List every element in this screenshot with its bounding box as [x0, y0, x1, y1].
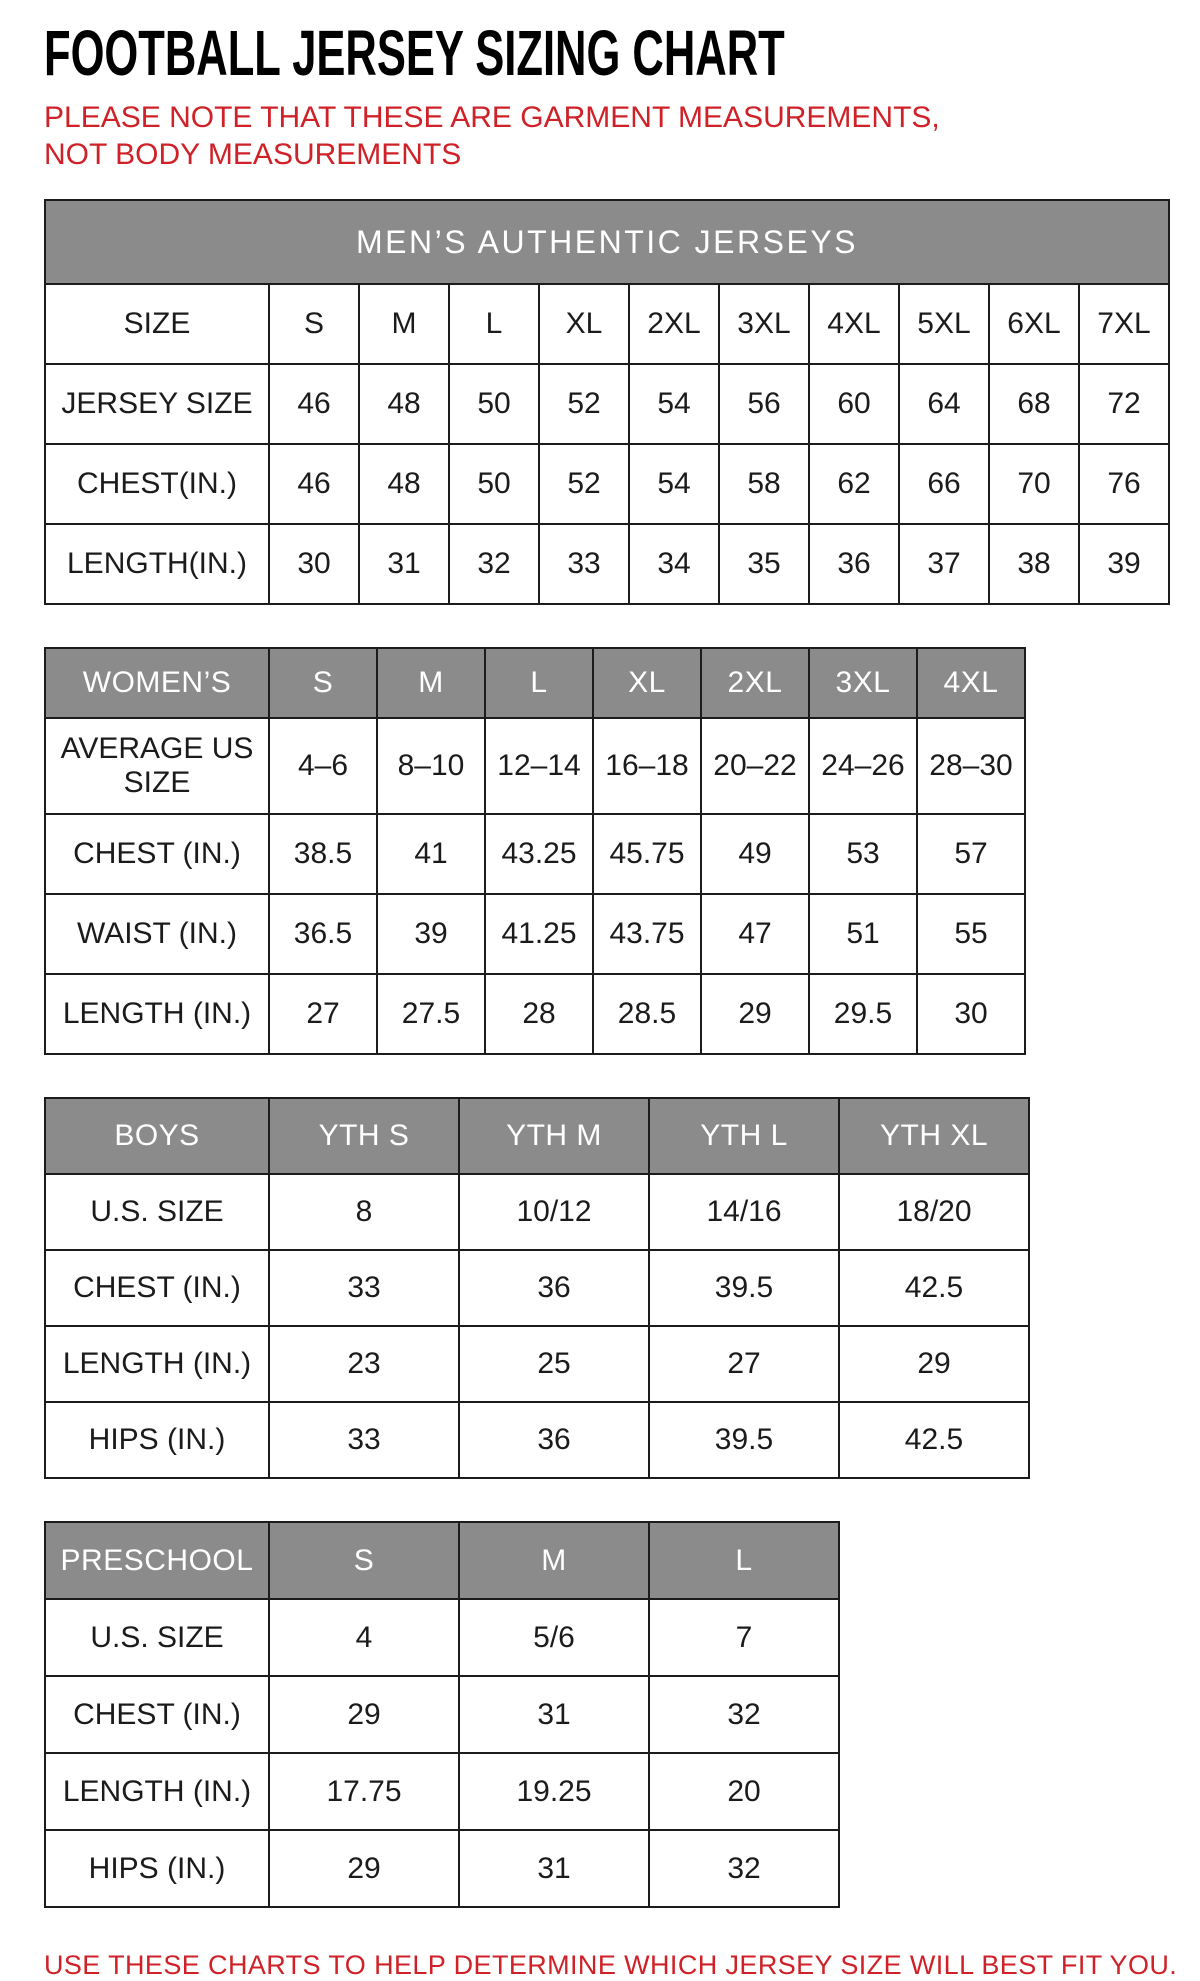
table-cell: 3XL [719, 284, 809, 364]
table-cell: 19.25 [459, 1753, 649, 1830]
boys-header-label: BOYS [45, 1098, 269, 1174]
table-cell: 8 [269, 1174, 459, 1250]
table-row [45, 1402, 1029, 1478]
table-cell: M [359, 284, 449, 364]
table-cell: 41.25 [485, 894, 593, 974]
table-cell: 27 [649, 1326, 839, 1402]
table-cell: 76 [1079, 444, 1169, 524]
table-cell: 39 [1079, 524, 1169, 604]
row-label: LENGTH(IN.) [45, 524, 269, 604]
table-cell: 47 [701, 894, 809, 974]
table-cell: 54 [629, 444, 719, 524]
table-row [45, 894, 1025, 974]
table-cell: 38.5 [269, 814, 377, 894]
table-cell: 4–6 [269, 718, 377, 814]
table-row [45, 1174, 1029, 1250]
boys-jerseys-table [44, 1097, 1030, 1479]
table-cell: 23 [269, 1326, 459, 1402]
table-cell: 66 [899, 444, 989, 524]
preschool-jerseys-table [44, 1521, 840, 1908]
table-cell: 39.5 [649, 1250, 839, 1326]
table-cell: 28–30 [917, 718, 1025, 814]
table-cell: 18/20 [839, 1174, 1029, 1250]
table-cell: 33 [269, 1402, 459, 1478]
table-cell: 5/6 [459, 1599, 649, 1676]
preschool-header-label: PRESCHOOL [45, 1522, 269, 1599]
table-cell: 46 [269, 364, 359, 444]
table-cell: 6XL [989, 284, 1079, 364]
table-cell: 58 [719, 444, 809, 524]
table-cell: 51 [809, 894, 917, 974]
table-cell: 33 [539, 524, 629, 604]
table-cell: 70 [989, 444, 1079, 524]
table-row [45, 364, 1169, 444]
table-cell: 39.5 [649, 1402, 839, 1478]
table-cell: 14/16 [649, 1174, 839, 1250]
table-cell: 36.5 [269, 894, 377, 974]
table-cell: 31 [459, 1676, 649, 1753]
womens-header-row [45, 648, 1025, 718]
table-cell: 25 [459, 1326, 649, 1402]
table-cell: 62 [809, 444, 899, 524]
table-cell: 52 [539, 444, 629, 524]
row-label: CHEST (IN.) [45, 814, 269, 894]
table-cell: XL [539, 284, 629, 364]
table-cell: 29 [269, 1676, 459, 1753]
table-cell: 34 [629, 524, 719, 604]
table-cell: 24–26 [809, 718, 917, 814]
preschool-header-row [45, 1522, 839, 1599]
table-cell: 38 [989, 524, 1079, 604]
row-label: HIPS (IN.) [45, 1402, 269, 1478]
table-cell: S [269, 284, 359, 364]
table-cell: 32 [649, 1830, 839, 1907]
table-cell: 52 [539, 364, 629, 444]
table-cell: 8–10 [377, 718, 485, 814]
table-row [45, 718, 1025, 814]
table-cell: 31 [359, 524, 449, 604]
table-cell: 37 [899, 524, 989, 604]
size-header: 2XL [701, 648, 809, 718]
size-header: YTH L [649, 1098, 839, 1174]
size-header: S [269, 648, 377, 718]
boys-header-row [45, 1098, 1029, 1174]
table-cell: 48 [359, 364, 449, 444]
table-cell: 50 [449, 444, 539, 524]
table-cell: 56 [719, 364, 809, 444]
table-cell: 7XL [1079, 284, 1169, 364]
table-cell: 68 [989, 364, 1079, 444]
row-label: AVERAGE US SIZE [45, 718, 269, 814]
size-header: L [649, 1522, 839, 1599]
table-cell: 43.25 [485, 814, 593, 894]
size-header: L [485, 648, 593, 718]
table-cell: 36 [809, 524, 899, 604]
table-cell: 45.75 [593, 814, 701, 894]
row-label: CHEST(IN.) [45, 444, 269, 524]
table-cell: 33 [269, 1250, 459, 1326]
table-cell: 36 [459, 1402, 649, 1478]
table-cell: 32 [449, 524, 539, 604]
table-cell: 60 [809, 364, 899, 444]
table-cell: 4 [269, 1599, 459, 1676]
table-row [45, 1676, 839, 1753]
table-cell: 28.5 [593, 974, 701, 1054]
table-cell: 55 [917, 894, 1025, 974]
table-cell: 12–14 [485, 718, 593, 814]
row-label: SIZE [45, 284, 269, 364]
row-label: WAIST (IN.) [45, 894, 269, 974]
table-cell: 43.75 [593, 894, 701, 974]
table-cell: 27.5 [377, 974, 485, 1054]
page-title: FOOTBALL JERSEY SIZING CHART [44, 17, 785, 89]
table-cell: 29 [701, 974, 809, 1054]
table-cell: 20–22 [701, 718, 809, 814]
table-row [45, 1326, 1029, 1402]
table-cell: 2XL [629, 284, 719, 364]
row-label: U.S. SIZE [45, 1599, 269, 1676]
garment-measurements-note: PLEASE NOTE THAT THESE ARE GARMENT MEASUREMENTS, NOT BODY MEASUREMENTS [44, 101, 940, 171]
table-cell: 48 [359, 444, 449, 524]
table-row [45, 1830, 839, 1907]
row-label: LENGTH (IN.) [45, 1753, 269, 1830]
table-cell: 41 [377, 814, 485, 894]
row-label: CHEST (IN.) [45, 1676, 269, 1753]
row-label: CHEST (IN.) [45, 1250, 269, 1326]
size-header: YTH S [269, 1098, 459, 1174]
row-label: LENGTH (IN.) [45, 1326, 269, 1402]
table-row [45, 444, 1169, 524]
table-row [45, 1753, 839, 1830]
mens-banner-row [45, 200, 1169, 284]
table-cell: 35 [719, 524, 809, 604]
table-cell: 7 [649, 1599, 839, 1676]
row-label: JERSEY SIZE [45, 364, 269, 444]
table-row [45, 284, 1169, 364]
table-cell: 4XL [809, 284, 899, 364]
table-cell: 29.5 [809, 974, 917, 1054]
size-header: M [459, 1522, 649, 1599]
table-cell: 31 [459, 1830, 649, 1907]
womens-header-label: WOMEN’S [45, 648, 269, 718]
table-cell: 64 [899, 364, 989, 444]
table-cell: 36 [459, 1250, 649, 1326]
size-header: XL [593, 648, 701, 718]
size-header: YTH XL [839, 1098, 1029, 1174]
table-cell: 28 [485, 974, 593, 1054]
row-label: U.S. SIZE [45, 1174, 269, 1250]
size-header: S [269, 1522, 459, 1599]
table-cell: 32 [649, 1676, 839, 1753]
row-label: LENGTH (IN.) [45, 974, 269, 1054]
table-cell: 57 [917, 814, 1025, 894]
size-header: YTH M [459, 1098, 649, 1174]
size-header: 4XL [917, 648, 1025, 718]
table-cell: 30 [269, 524, 359, 604]
table-cell: 17.75 [269, 1753, 459, 1830]
table-row [45, 974, 1025, 1054]
table-row [45, 814, 1025, 894]
table-cell: 16–18 [593, 718, 701, 814]
table-cell: L [449, 284, 539, 364]
table-cell: 50 [449, 364, 539, 444]
table-cell: 27 [269, 974, 377, 1054]
table-cell: 29 [839, 1326, 1029, 1402]
table-cell: 54 [629, 364, 719, 444]
table-row [45, 524, 1169, 604]
table-cell: 20 [649, 1753, 839, 1830]
table-row [45, 1599, 839, 1676]
table-cell: 5XL [899, 284, 989, 364]
table-cell: 39 [377, 894, 485, 974]
table-cell: 46 [269, 444, 359, 524]
table-cell: 42.5 [839, 1402, 1029, 1478]
size-header: 3XL [809, 648, 917, 718]
table-cell: 30 [917, 974, 1025, 1054]
table-cell: 53 [809, 814, 917, 894]
table-cell: 72 [1079, 364, 1169, 444]
size-header: M [377, 648, 485, 718]
mens-table-banner: MEN’S AUTHENTIC JERSEYS [45, 200, 1169, 284]
table-cell: 29 [269, 1830, 459, 1907]
fit-advice-note: USE THESE CHARTS TO HELP DETERMINE WHICH JERSEY SIZE WILL BEST FIT YOU. [44, 1950, 1178, 1981]
row-label: HIPS (IN.) [45, 1830, 269, 1907]
mens-jerseys-table [44, 199, 1170, 605]
table-cell: 49 [701, 814, 809, 894]
table-row [45, 1250, 1029, 1326]
womens-jerseys-table [44, 647, 1026, 1055]
table-cell: 42.5 [839, 1250, 1029, 1326]
table-cell: 10/12 [459, 1174, 649, 1250]
